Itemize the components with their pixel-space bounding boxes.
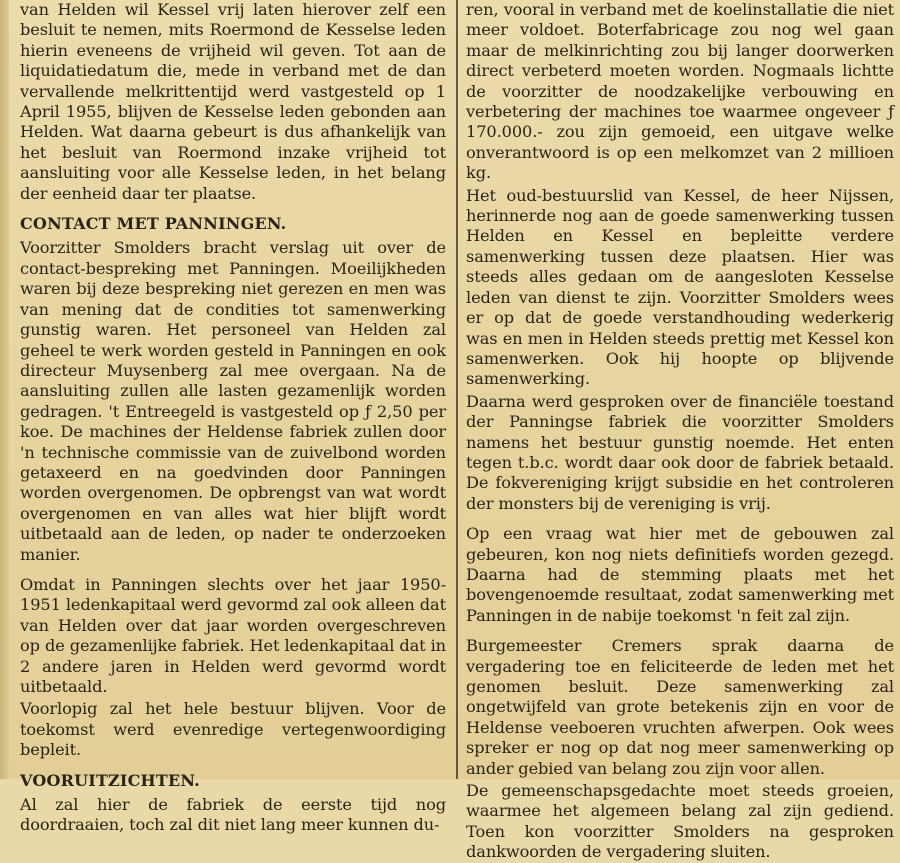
left-column <box>20 0 446 835</box>
paragraph-bestuur: Voorlopig zal het hele bestuur blijven. Voor de toekomst werd evenredige vertegenwoordiging bepleit. <box>20 699 446 760</box>
paragraph-kessel-decision: van Helden wil Kessel vrij laten hierover zelf een besluit te nemen, mits Roermond de Kesselse leden hierin eveneens de vrijheid wil geven. Tot aan de liquidatiedatum die, mede in verband met de dan vervallende melkrittentijd werd vastgesteld op 1 April 1955, blijven de Kesselse leden gebonden aan Helden. Wat daarna gebeurt is dus afhankelijk van het besluit van Roermond inzake vrijheid tot aansluiting voor alle Kesselse leden, in het belang der eenheid daar ter plaatse. <box>20 0 446 203</box>
heading-vooruitzichten: VOORUITZICHTEN. <box>20 770 200 790</box>
paragraph-nijssen: Het oud-bestuurslid van Kessel, de heer Nijssen, herinnerde nog aan de goede samenwerking tussen Helden en Kessel en bepleitte verdere samenwerking tussen deze plaatsen. Hier was steeds alles gedaan om de aangesloten Kesselse leden van dienst te zijn. Voorzitter Smolders wees er op dat de goede verstandhouding wederkerig was en men in Helden steeds prettig met Kessel kon samenwerken. Ook hij hoopte op blijvende samenwerking. <box>466 185 894 389</box>
heading-contact-met-panningen: CONTACT MET PANNINGEN. <box>20 214 287 234</box>
paragraph-gemeenschap: De gemeenschapsgedachte moet steeds groeien, waarmee het algemeen belang zal zijn gediend. Toen kon voorzitter Smolders na gesproken dankwoorden de vergadering sluiten. <box>466 781 894 862</box>
paragraph-financien: Daarna werd gesproken over de financiële toestand der Panningse fabriek die voorzitter Smolders namens het bestuur gunstig noemde. Het enten tegen t.b.c. wordt daar ook door de fabriek betaald. De fokvereniging krijgt subsidie en het controleren der monsters bij de vereniging is vrij. <box>466 391 894 513</box>
paragraph-gebouwen: Op een vraag wat hier met de gebouwen zal gebeuren, kon nog niets definitiefs worden gezegd. Daarna had de stemming plaats met het bovengenoemde resultaat, zodat samenwerking met Panningen in de nabije toekomst 'n feit zal zijn. <box>466 524 894 625</box>
column-divider <box>456 0 458 779</box>
paragraph-vooruitzichten: Al zal hier de fabriek de eerste tijd nog doordraaien, toch zal dit niet lang meer kunnen du- <box>20 795 446 835</box>
paragraph-burgemeester: Burgemeester Cremers sprak daarna de vergadering toe en feliciteerde de leden met het genomen besluit. Deze samenwerking zal ongetwijfeld van grote betekenis zijn en voor de Heldense veeboeren vruchten afwerpen. Ook wees spreker er nog op dat nog meer samenwerking op ander gebied van belang zou zijn voor allen. <box>466 636 894 778</box>
paragraph-koelinstallatie: ren, vooral in verband met de koelinstallatie die niet meer voldoet. Boterfabricage zou nog wel gaan maar de melkinrichting zou bij langer doorwerken direct verbeterd moeten worden. Nogmaals lichtte de voorzitter de noodzakelijke verbouwing en verbetering der machines toe waarmee ongeveer ƒ 170.000.- zou zijn gemoeid, een uitgave welke onverantwoord is op een melkomzet van 2 millioen kg. <box>466 0 894 183</box>
paragraph-ledenkapitaal: Omdat in Panningen slechts over het jaar 1950-1951 ledenkapitaal werd gevormd zal ook alleen dat van Helden over dat jaar worden overgeschreven op de gezamenlijke fabriek. Het ledenkapitaal dat in 2 andere jaren in Helden werd gevormd wordt uitbetaald. <box>20 574 446 696</box>
right-column <box>466 0 894 862</box>
paragraph-contact-report: Voorzitter Smolders bracht verslag uit over de contact-bespreking met Panningen. Moeilijkheden waren bij deze bespreking niet gerezen en men was van mening dat de condities tot samenwerking gunstig waren. Het personeel van Helden zal geheel te werk worden gesteld in Panningen en ook directeur Muysenberg zal mee overgaan. Na de aansluiting zullen alle lasten gezamenlijk worden gedragen. 't Entreegeld is vastgesteld op ƒ 2,50 per koe. De machines der Heldense fabriek zullen door 'n technische commissie van de zuivelbond worden getaxeerd en na goedvinden door Panningen worden overgenomen. De opbrengst van wat wordt overgenomen en van alles wat hier blijft wordt uitbetaald aan de leden, op nader te onderzoeken manier. <box>20 238 446 564</box>
paper-edge <box>0 0 9 779</box>
